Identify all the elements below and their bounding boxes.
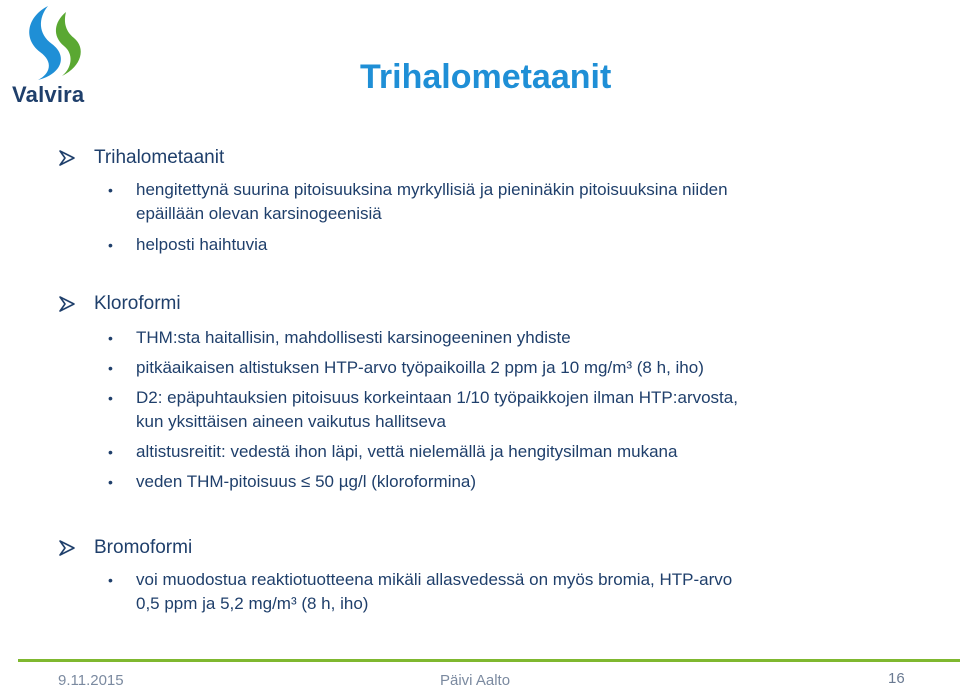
item-line: veden THM-pitoisuus ≤ 50 µg/l (kloroformina) — [136, 472, 477, 491]
bullet-dot-icon: • — [108, 237, 113, 253]
section-kloroformi — [58, 292, 738, 494]
item-line: D2: epäpuhtauksien pitoisuus korkeintaan 1/10 työpaikkojen ilman HTP:arvosta, — [136, 388, 738, 407]
section-bromoformi — [58, 536, 732, 616]
bullet-dot-icon: • — [108, 474, 113, 490]
footer-author: Päivi Aalto — [440, 672, 511, 689]
item-line: helposti haihtuvia — [136, 235, 268, 254]
bullet-list — [58, 178, 728, 257]
arrow-bullet-icon — [58, 295, 76, 313]
list-item — [58, 568, 732, 616]
slide-title: Trihalometaanit — [360, 58, 612, 96]
footer-date: 9.11.2015 — [58, 672, 124, 689]
item-line: 0,5 ppm ja 5,2 mg/m³ (8 h, iho) — [136, 594, 369, 613]
bullet-dot-icon: • — [108, 390, 113, 406]
arrow-bullet-icon — [58, 149, 76, 167]
list-item — [58, 440, 738, 464]
item-line: altistusreitit: vedestä ihon läpi, vettä nielemällä ja hengitysilman mukana — [136, 442, 678, 461]
section-heading-text: Kloroformi — [94, 293, 181, 314]
bullet-dot-icon: • — [108, 572, 113, 588]
valvira-logo — [8, 2, 98, 106]
arrow-bullet-icon — [58, 539, 76, 557]
section-trihalometaanit — [58, 146, 728, 257]
item-line: THM:sta haitallisin, mahdollisesti karsinogeeninen yhdiste — [136, 328, 571, 347]
item-line: kun yksittäisen aineen vaikutus hallitseva — [136, 412, 446, 431]
bullet-list — [58, 326, 738, 494]
list-item — [58, 233, 728, 257]
footer-divider — [18, 659, 960, 662]
item-line: epäillään olevan karsinogeenisiä — [136, 204, 382, 223]
section-heading-text: Bromoformi — [94, 537, 193, 558]
list-item — [58, 178, 728, 226]
bullet-list — [58, 568, 732, 616]
section-heading — [58, 292, 738, 316]
bullet-dot-icon: • — [108, 330, 113, 346]
section-heading — [58, 146, 728, 170]
list-item — [58, 386, 738, 434]
section-heading-text: Trihalometaanit — [94, 147, 225, 168]
bullet-dot-icon: • — [108, 444, 113, 460]
item-line: voi muodostua reaktiotuotteena mikäli allasvedessä on myös bromia, HTP-arvo — [136, 570, 733, 589]
page-number: 16 — [888, 670, 905, 687]
valvira-logo-mark-icon — [8, 2, 98, 82]
logo-text: Valvira — [12, 82, 85, 107]
list-item — [58, 356, 738, 380]
bullet-dot-icon: • — [108, 182, 113, 198]
item-line: hengitettynä suurina pitoisuuksina myrkyllisiä ja pieninäkin pitoisuuksina niiden — [136, 180, 728, 199]
item-line: pitkäaikaisen altistuksen HTP-arvo työpaikoilla 2 ppm ja 10 mg/m³ (8 h, iho) — [136, 358, 704, 377]
bullet-dot-icon: • — [108, 360, 113, 376]
list-item — [58, 470, 738, 494]
section-heading — [58, 536, 732, 560]
list-item — [58, 326, 738, 350]
